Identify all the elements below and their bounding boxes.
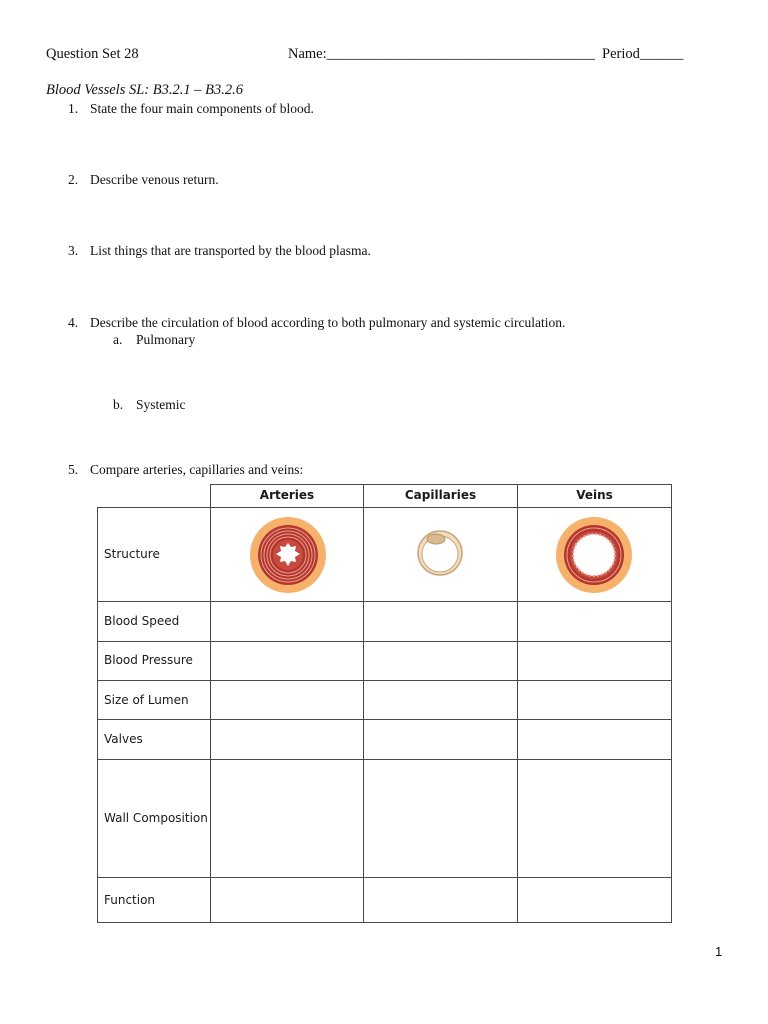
table-line [97,507,672,508]
sub-question-text: Pulmonary [136,332,196,347]
row-label-blood-pressure: Blood Pressure [104,653,193,667]
sub-question-text: Systemic [136,397,186,412]
question-1 [0,101,768,119]
table-line [97,759,672,760]
question-number: 2. [68,172,79,187]
table-line [210,484,211,923]
question-number: 3. [68,243,79,258]
row-label-wall-composition: Wall Composition [104,811,208,825]
question-text: Describe the circulation of blood according to both pulmonary and systemic circulation. [90,315,566,330]
name-field-label: Name:_____________________________________ [288,46,595,62]
table-line [671,484,672,923]
question-3 [0,243,768,261]
question-text: List things that are transported by the blood plasma. [90,243,371,258]
table-line [97,641,672,642]
table-line [97,680,672,681]
row-label-blood-speed: Blood Speed [104,614,180,628]
question-4 [0,315,768,333]
row-label-structure: Structure [104,547,160,561]
sub-question-number: b. [113,397,124,412]
page-number: 1 [715,944,723,959]
row-label-valves: Valves [104,732,143,746]
row-label-function: Function [104,893,156,907]
table-line [363,484,364,923]
question-set-label: Question Set 28 [46,46,139,62]
vein-cross-section-icon [555,515,633,595]
period-field-label: Period______ [602,46,684,62]
column-header-arteries: Arteries [259,488,315,502]
question-number: 4. [68,315,79,330]
table-line [97,601,672,602]
question-2 [0,172,768,190]
question-number: 1. [68,101,79,116]
table-line [210,484,672,485]
question-text: Compare arteries, capillaries and veins: [90,462,304,477]
section-title: Blood Vessels SL: B3.2.1 – B3.2.6 [46,82,243,98]
question-text: Describe venous return. [90,172,219,187]
question-text: State the four main components of blood. [90,101,314,116]
capillary-cross-section-icon [415,527,465,579]
artery-cross-section-icon [249,516,327,594]
table-line [97,507,98,923]
question-number: 5. [68,462,79,477]
question-4b [0,397,768,415]
column-header-capillaries: Capillaries [404,488,477,502]
table-line [517,484,518,923]
row-label-size-of-lumen: Size of Lumen [104,693,189,707]
question-5 [0,462,768,480]
table-line [97,877,672,878]
column-header-veins: Veins [576,488,613,502]
table-line [97,719,672,720]
question-4a [0,332,768,350]
table-line [97,922,672,923]
sub-question-number: a. [113,332,123,347]
